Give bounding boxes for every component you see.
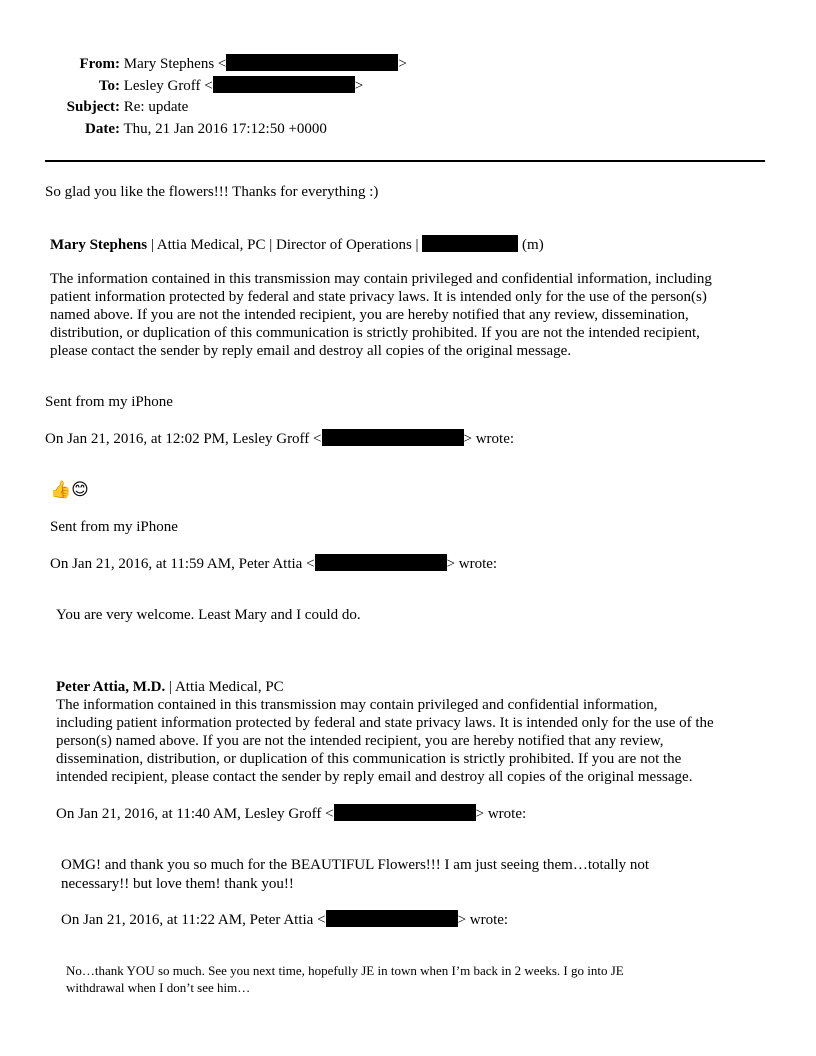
disclaimer-line: named above. If you are not the intended recipient, you are hereby notified that any review, dissemination, [50,307,689,323]
redaction-box [334,804,476,821]
redaction-box [226,54,398,71]
signature [50,235,544,254]
disclaimer-line: intended recipient, please contact the sender by reply email and destroy all copies of the original message. [56,769,693,785]
disclaimer-line: dissemination, distribution, or duplication of this communication is strictly prohibited. If you are not the [56,751,682,767]
quote-intro-text: On Jan 21, 2016, at 11:59 AM, Peter Attia < [50,556,315,572]
subject-value: Re: update [123,99,189,115]
date-value: Thu, 21 Jan 2016 17:12:50 +0000 [123,121,327,137]
subject-label: Subject: [66,99,120,115]
message-body [61,856,649,894]
redaction-box [326,910,458,927]
redaction-box [422,235,518,252]
quote-intro-text: On Jan 21, 2016, at 11:40 AM, Lesley Groff < [56,806,334,822]
quote-intro-text: > wrote: [457,912,509,928]
from-line [60,54,407,73]
date-label: Date: [85,121,120,137]
quote-intro [56,804,526,823]
message-line: No…thank YOU so much. See you next time, hopefully JE in town when I’m back in 2 weeks. I go into JE [66,963,624,978]
from-name: Mary Stephens < [123,56,227,72]
message-body: You are very welcome. Least Mary and I could do. [56,607,361,623]
quote-intro [61,910,508,929]
redaction-box [213,76,355,93]
disclaimer-line: person(s) named above. If you are not the intended recipient, you are hereby notified that any review, [56,733,664,749]
signature-details: | Attia Medical, PC [165,679,284,695]
subject-line [60,98,188,116]
message-line: OMG! and thank you so much for the BEAUTIFUL Flowers!!! I am just seeing them…totally not [61,857,650,873]
quote-intro [45,429,514,448]
quote-intro-text: On Jan 21, 2016, at 12:02 PM, Lesley Groff < [45,431,322,447]
signature-tail: (m) [518,237,544,253]
signature-details: | Attia Medical, PC | Director of Operations | [147,237,423,253]
quote-intro-text: > wrote: [475,806,527,822]
quote-intro-text: On Jan 21, 2016, at 11:22 AM, Peter Attia < [61,912,326,928]
disclaimer [50,270,712,360]
sent-from: Sent from my iPhone [45,394,173,410]
to-line [60,76,363,95]
from-label: From: [79,56,120,72]
sent-from: Sent from my iPhone [50,519,178,535]
emoji-reaction: 👍😊 [50,480,89,500]
disclaimer-line: please contact the sender by reply email and destroy all copies of the original message. [50,343,572,359]
message-body [66,962,624,996]
disclaimer-line: distribution, or duplication of this communication is strictly prohibited. If you are not the intended recipient, [50,325,700,341]
disclaimer-line: The information contained in this transmission may contain privileged and confidential information, [56,697,658,713]
disclaimer-line: The information contained in this transmission may contain privileged and confidential information, including [50,271,712,287]
date-line [60,120,327,138]
message-line: withdrawal when I don’t see him… [66,980,251,995]
disclaimer-line: patient information protected by federal and state privacy laws. It is intended only for the use of the person(s) [50,289,707,305]
redaction-box [315,554,447,571]
signature-name: Peter Attia, M.D. [56,679,166,695]
message-body: So glad you like the flowers!!! Thanks for everything :) [45,184,379,200]
quote-intro-text: > wrote: [446,556,498,572]
to-name: Lesley Groff < [123,78,213,94]
signature-name: Mary Stephens [50,237,148,253]
quote-intro-text: > wrote: [463,431,515,447]
from-close: > [398,56,407,72]
to-close: > [354,78,364,94]
disclaimer-line: including patient information protected by federal and state privacy laws. It is intended only for the use of the [56,715,714,731]
quote-intro [50,554,497,573]
redaction-box [322,429,464,446]
message-line: necessary!! but love them! thank you!! [61,876,294,892]
disclaimer [56,696,714,786]
signature [56,678,284,696]
to-label: To: [98,78,120,94]
header-divider [45,160,765,162]
